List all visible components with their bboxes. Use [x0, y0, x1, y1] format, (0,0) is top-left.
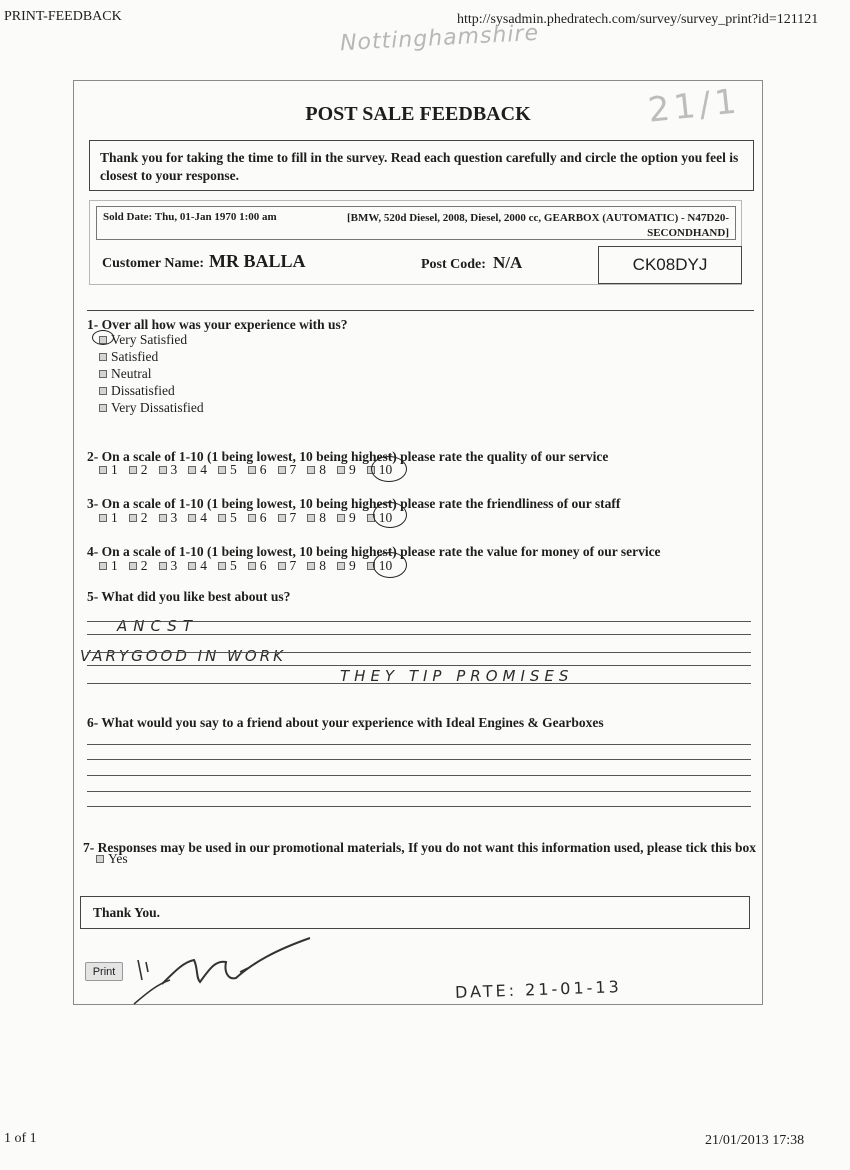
q4-option[interactable] [248, 558, 267, 574]
print-timestamp: 21/01/2013 17:38 [705, 1133, 805, 1148]
q2-option-label: 7 [289, 462, 297, 477]
q4-selection-circle [373, 552, 407, 578]
page-count: 1 of 1 [4, 1131, 37, 1146]
q7-option-yes[interactable] [96, 851, 128, 867]
q1-option-very-dissatisfied[interactable] [99, 399, 204, 416]
postcode-value: N/A [493, 253, 523, 272]
checkbox[interactable] [307, 466, 315, 474]
print-button[interactable] [85, 962, 123, 981]
q4-option-label: 9 [349, 558, 356, 573]
q3-option[interactable] [278, 510, 297, 526]
checkbox[interactable] [99, 370, 107, 378]
q1-option-label: Very Satisfied [111, 332, 188, 347]
answer-line [87, 791, 751, 792]
q2-option-label: 2 [140, 462, 148, 477]
checkbox[interactable] [159, 562, 167, 570]
question-2-scale [99, 462, 403, 478]
q3-option-label: 4 [200, 510, 207, 525]
customer-name-label: Customer Name: [102, 256, 204, 271]
q3-option-label: 5 [230, 510, 237, 525]
faint-handwriting-mark: Nottinghamshire [339, 20, 540, 57]
answer-line [87, 652, 751, 653]
q3-selection-circle [373, 502, 407, 528]
question-4-scale [99, 558, 403, 574]
intro-text: Thank you for taking the time to fill in the survey. Read each question carefully and circle the option you feel is closest to your response. [100, 150, 739, 183]
answer-line [87, 744, 751, 745]
checkbox[interactable] [337, 562, 345, 570]
q2-option-label: 10 [378, 462, 393, 477]
q1-option-satisfied[interactable] [99, 348, 204, 365]
page-url: http://sysadmin.phedratech.com/survey/survey_print?id=121121 [457, 12, 819, 27]
q1-option-dissatisfied[interactable] [99, 382, 204, 399]
checkbox[interactable] [99, 514, 107, 522]
checkbox[interactable] [188, 514, 196, 522]
handwritten-date: DATE: 21-01-13 [454, 977, 623, 1002]
checkbox[interactable] [99, 353, 107, 361]
answer-line [87, 665, 751, 666]
q2-option[interactable] [307, 462, 326, 478]
checkbox[interactable] [278, 514, 286, 522]
checkbox[interactable] [99, 404, 107, 412]
checkbox[interactable] [218, 466, 226, 474]
q4-option[interactable] [307, 558, 326, 574]
corner-handwritten-note: 21/1 [646, 81, 743, 131]
q2-option-label: 5 [230, 462, 237, 477]
answer-line [87, 683, 751, 684]
question-3-scale [99, 510, 403, 526]
q1-option-label: Neutral [111, 366, 152, 381]
q4-option[interactable] [129, 558, 148, 574]
q3-option[interactable] [218, 510, 237, 526]
q2-option[interactable] [188, 462, 207, 478]
q2-option-label: 3 [170, 462, 178, 477]
q3-option[interactable] [248, 510, 267, 526]
checkbox[interactable] [188, 466, 196, 474]
q4-option[interactable] [278, 558, 297, 574]
q4-option[interactable] [218, 558, 237, 574]
q3-option-label: 2 [140, 510, 148, 525]
q1-option-label: Very Dissatisfied [111, 400, 204, 415]
checkbox[interactable] [99, 466, 107, 474]
checkbox[interactable] [278, 466, 286, 474]
q4-option-label: 7 [289, 558, 297, 573]
q2-option-label: 8 [319, 462, 326, 477]
checkbox[interactable] [129, 466, 137, 474]
q4-option[interactable] [337, 558, 356, 574]
answer-line [87, 759, 751, 760]
q4-option-label: 6 [259, 558, 267, 573]
question-1-options [99, 331, 204, 416]
q4-option-label: 3 [170, 558, 178, 573]
q4-option[interactable] [159, 558, 178, 574]
q3-option[interactable] [337, 510, 356, 526]
question-7: 7- Responses may be used in our promotional materials, If you do not want this information used, please tick this box [83, 840, 757, 855]
checkbox[interactable] [248, 514, 256, 522]
customer-name-value: MR BALLA [209, 251, 306, 271]
q1-option-label: Satisfied [111, 349, 159, 364]
signature [128, 932, 328, 1012]
q5-handwritten-line-2: VARYGOOD IN WORK [80, 647, 286, 665]
thank-you-text: Thank You. [93, 905, 161, 920]
checkbox[interactable] [307, 562, 315, 570]
q4-option-label: 2 [140, 558, 148, 573]
q2-option[interactable] [218, 462, 237, 478]
checkbox[interactable] [159, 514, 167, 522]
registration-number: CK08DYJ [632, 255, 708, 274]
q3-option-label: 8 [319, 510, 326, 525]
checkbox[interactable] [337, 514, 345, 522]
answer-line [87, 621, 751, 622]
q3-option[interactable] [307, 510, 326, 526]
q4-option-label: 10 [378, 558, 393, 573]
q2-option[interactable] [248, 462, 267, 478]
q4-option[interactable] [188, 558, 207, 574]
q3-option[interactable] [99, 510, 118, 526]
q3-option-label: 3 [170, 510, 178, 525]
q4-option-label: 5 [230, 558, 237, 573]
checkbox[interactable] [248, 562, 256, 570]
q5-handwritten-line-1: ANCST [117, 617, 198, 635]
checkbox[interactable] [159, 466, 167, 474]
q1-option-label: Dissatisfied [111, 383, 175, 398]
checkbox[interactable] [96, 855, 104, 863]
q3-option-label: 10 [378, 510, 393, 525]
q3-option-label: 1 [111, 510, 118, 525]
q3-option-label: 6 [259, 510, 267, 525]
q1-option-neutral[interactable] [99, 365, 204, 382]
question-4: 4- On a scale of 1-10 (1 being lowest, 10 being highest) please rate the value for money of our service [87, 544, 661, 559]
q2-option-label: 9 [349, 462, 356, 477]
vehicle-details [331, 211, 729, 241]
checkbox[interactable] [218, 514, 226, 522]
q7-option-label: Yes [108, 851, 128, 866]
print-header-label: PRINT-FEEDBACK [4, 9, 122, 24]
question-3: 3- On a scale of 1-10 (1 being lowest, 10 being highest) please rate the friendliness of our staff [87, 496, 621, 511]
q2-selection-circle [371, 456, 407, 482]
question-6: 6- What would you say to a friend about your experience with Ideal Engines & Gearboxes [87, 715, 604, 730]
checkbox[interactable] [307, 514, 315, 522]
postcode-label: Post Code: [421, 257, 486, 272]
vehicle-line-2: SECONDHAND] [647, 227, 729, 239]
checkbox[interactable] [218, 562, 226, 570]
thank-you-box [80, 896, 750, 929]
q5-handwritten-line-3: THEY TIP PROMISES [340, 667, 574, 685]
q3-option[interactable] [159, 510, 178, 526]
answer-line [87, 775, 751, 776]
answer-line [87, 806, 751, 807]
checkbox[interactable] [129, 514, 137, 522]
checkbox[interactable] [99, 387, 107, 395]
checkbox[interactable] [337, 466, 345, 474]
answer-line [87, 634, 751, 635]
checkbox[interactable] [248, 466, 256, 474]
vehicle-line-1: [BMW, 520d Diesel, 2008, Diesel, 2000 cc, GEARBOX (AUTOMATIC) - N47D20- [346, 212, 729, 224]
sale-details-row [96, 206, 736, 240]
q3-option-label: 9 [349, 510, 356, 525]
registration-box [598, 246, 742, 284]
question-1: 1- Over all how was your experience with us? [87, 317, 348, 332]
q1-selection-circle [92, 330, 114, 345]
q4-option[interactable] [99, 558, 118, 574]
q2-option-label: 6 [259, 462, 267, 477]
print-button-label: Print [92, 965, 116, 978]
q1-option-very-satisfied[interactable] [99, 331, 204, 348]
q3-option[interactable] [129, 510, 148, 526]
q2-option-label: 1 [111, 462, 118, 477]
q4-option-label: 4 [200, 558, 207, 573]
q2-option[interactable] [278, 462, 297, 478]
section-divider [87, 310, 754, 311]
question-2: 2- On a scale of 1-10 (1 being lowest, 10 being highest) please rate the quality of our service [87, 449, 609, 464]
q2-option-label: 4 [200, 462, 207, 477]
q2-option[interactable] [159, 462, 178, 478]
checkbox[interactable] [188, 562, 196, 570]
q3-option-label: 7 [289, 510, 297, 525]
checkbox[interactable] [129, 562, 137, 570]
q2-option[interactable] [99, 462, 118, 478]
checkbox[interactable] [278, 562, 286, 570]
page-title: POST SALE FEEDBACK [305, 103, 531, 125]
q4-option-label: 8 [319, 558, 326, 573]
intro-box [89, 140, 754, 191]
q4-option-label: 1 [111, 558, 118, 573]
q2-option[interactable] [129, 462, 148, 478]
checkbox[interactable] [99, 562, 107, 570]
q2-option[interactable] [337, 462, 356, 478]
sold-date: Sold Date: Thu, 01-Jan 1970 1:00 am [103, 211, 277, 223]
question-5: 5- What did you like best about us? [87, 589, 291, 604]
q3-option[interactable] [188, 510, 207, 526]
